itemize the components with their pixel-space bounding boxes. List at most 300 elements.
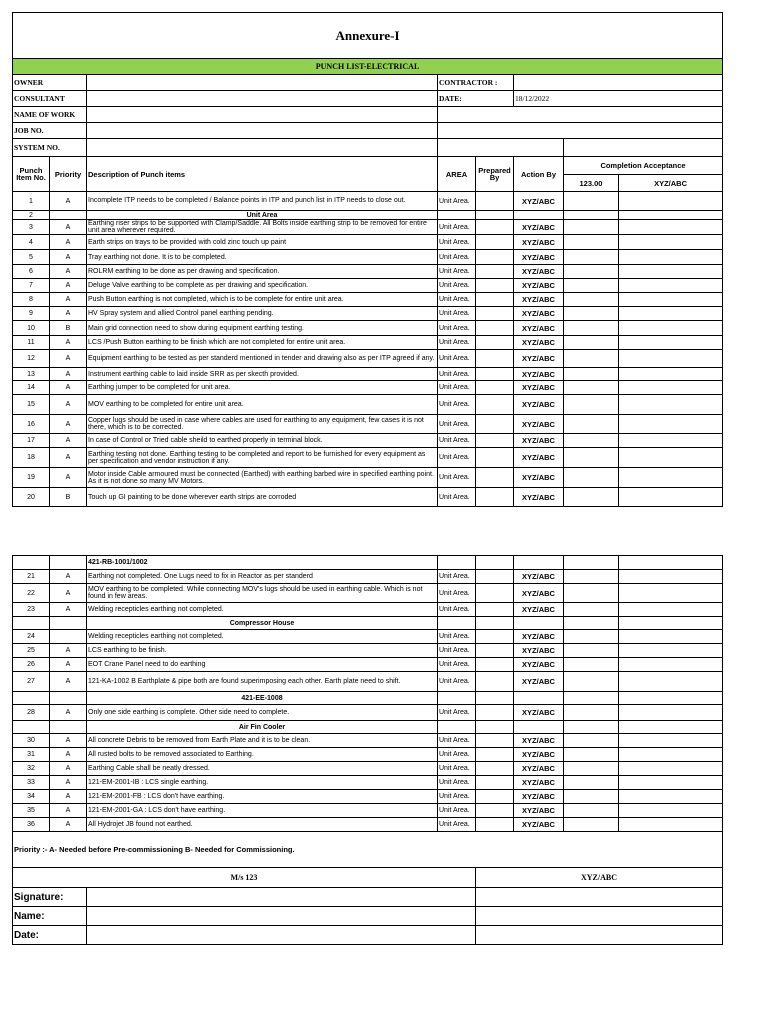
completion-b [619, 211, 723, 220]
priority: A [50, 748, 87, 762]
date-field-right [476, 926, 723, 945]
col-header-completion: Completion Acceptance [564, 157, 723, 175]
table-row [13, 603, 723, 617]
item-no: 15 [13, 395, 50, 415]
action-by: XYZ/ABC [514, 705, 564, 721]
col-header-priority: Priority [50, 157, 87, 192]
description: Earthing Cable shall be neatly dressed. [87, 762, 438, 776]
prepared-by [476, 692, 514, 705]
area: Unit Area. [438, 468, 476, 488]
item-no: 5 [13, 250, 50, 265]
area: Unit Area. [438, 293, 476, 307]
description: Instrument earthing cable to laid inside SRR as per skecth provided. [87, 368, 438, 381]
priority [50, 692, 87, 705]
action-by: XYZ/ABC [514, 235, 564, 250]
table-row [13, 790, 723, 804]
prepared-by [476, 250, 514, 265]
action-by: XYZ/ABC [514, 321, 564, 336]
action-by: XYZ/ABC [514, 488, 564, 507]
owner-value [87, 75, 438, 91]
system-no-extra [438, 139, 564, 157]
action-by [514, 556, 564, 570]
completion-sub-b: XYZ/ABC [619, 175, 723, 192]
priority: A [50, 658, 87, 672]
action-by: XYZ/ABC [514, 468, 564, 488]
description: Welding recepticles earthing not completed. [87, 630, 438, 644]
area: Unit Area. [438, 415, 476, 434]
description: Tray earthing not done. It is to be completed. [87, 250, 438, 265]
table-row [13, 250, 723, 265]
area: Unit Area. [438, 368, 476, 381]
prepared-by [476, 350, 514, 368]
item-no: 14 [13, 381, 50, 395]
table-row [13, 350, 723, 368]
description: All rusted bolts to be removed associated to Earthing. [87, 748, 438, 762]
completion-a [564, 705, 619, 721]
item-no: 28 [13, 705, 50, 721]
item-no: 24 [13, 630, 50, 644]
item-no: 26 [13, 658, 50, 672]
priority: A [50, 235, 87, 250]
prepared-by [476, 192, 514, 211]
action-by: XYZ/ABC [514, 584, 564, 603]
completion-b [619, 603, 723, 617]
item-no: 8 [13, 293, 50, 307]
prepared-by [476, 818, 514, 832]
item-no: 30 [13, 734, 50, 748]
area: Unit Area. [438, 705, 476, 721]
priority: A [50, 368, 87, 381]
prepared-by [476, 776, 514, 790]
area: Unit Area. [438, 235, 476, 250]
prepared-by [476, 790, 514, 804]
completion-b [619, 705, 723, 721]
table-row [13, 818, 723, 832]
priority: A [50, 603, 87, 617]
priority: A [50, 762, 87, 776]
action-by: XYZ/ABC [514, 672, 564, 692]
completion-a [564, 818, 619, 832]
table-row [13, 672, 723, 692]
item-no: 9 [13, 307, 50, 321]
area: Unit Area. [438, 265, 476, 279]
completion-a [564, 672, 619, 692]
action-by: XYZ/ABC [514, 818, 564, 832]
action-by: XYZ/ABC [514, 804, 564, 818]
action-by: XYZ/ABC [514, 368, 564, 381]
completion-a [564, 570, 619, 584]
priority [50, 721, 87, 734]
completion-a [564, 762, 619, 776]
table-row [13, 644, 723, 658]
area: Unit Area. [438, 250, 476, 265]
completion-a [564, 468, 619, 488]
priority: A [50, 279, 87, 293]
item-no: 11 [13, 336, 50, 350]
completion-b [619, 220, 723, 235]
priority: A [50, 250, 87, 265]
completion-b [619, 192, 723, 211]
area: Unit Area. [438, 658, 476, 672]
completion-a [564, 748, 619, 762]
action-by: XYZ/ABC [514, 762, 564, 776]
item-no: 18 [13, 448, 50, 468]
name-field-left [87, 907, 476, 926]
prepared-by [476, 762, 514, 776]
item-no: 13 [13, 368, 50, 381]
area: Unit Area. [438, 350, 476, 368]
completion-b [619, 265, 723, 279]
prepared-by [476, 321, 514, 336]
completion-a [564, 617, 619, 630]
table-row [13, 721, 723, 734]
action-by [514, 692, 564, 705]
description: ROLRM earthing to be done as per drawing and specification. [87, 265, 438, 279]
completion-b [619, 672, 723, 692]
item-no: 23 [13, 603, 50, 617]
item-no: 7 [13, 279, 50, 293]
table-row [13, 279, 723, 293]
table-row [13, 734, 723, 748]
prepared-by [476, 307, 514, 321]
item-no [13, 721, 50, 734]
completion-b [619, 734, 723, 748]
action-by: XYZ/ABC [514, 415, 564, 434]
action-by: XYZ/ABC [514, 250, 564, 265]
table-row [13, 381, 723, 395]
contractor-label: CONTRACTOR : [438, 75, 514, 91]
priority: A [50, 468, 87, 488]
area: Unit Area. [438, 395, 476, 415]
item-no: 22 [13, 584, 50, 603]
prepared-by [476, 395, 514, 415]
table-row [13, 692, 723, 705]
table-row [13, 448, 723, 468]
section-heading: 421-EE-1008 [87, 692, 438, 705]
completion-b [619, 321, 723, 336]
description: Deluge Valve earthing to be complete as per drawing and specification. [87, 279, 438, 293]
area: Unit Area. [438, 818, 476, 832]
completion-a [564, 692, 619, 705]
completion-sub-a: 123.00 [564, 175, 619, 192]
description: Main grid connection need to show during equipment earthing testing. [87, 321, 438, 336]
prepared-by [476, 488, 514, 507]
completion-b [619, 617, 723, 630]
completion-a [564, 776, 619, 790]
table-row [13, 307, 723, 321]
action-by [514, 211, 564, 220]
priority: A [50, 434, 87, 448]
prepared-by [476, 630, 514, 644]
prepared-by [476, 672, 514, 692]
prepared-by [476, 617, 514, 630]
completion-a [564, 630, 619, 644]
description: Motor inside Cable armoured must be connected (Earthed) with earthing barbed wire in specified earthing point. As it is not done so many MV Motors. [87, 468, 438, 488]
priority: B [50, 488, 87, 507]
item-no: 16 [13, 415, 50, 434]
prepared-by [476, 211, 514, 220]
completion-b [619, 570, 723, 584]
action-by: XYZ/ABC [514, 279, 564, 293]
completion-b [619, 790, 723, 804]
table-row [13, 488, 723, 507]
description: Incomplete ITP needs to be completed / Balance points in ITP and punch list in ITP needs to close out. [87, 192, 438, 211]
area: Unit Area. [438, 336, 476, 350]
completion-a [564, 336, 619, 350]
description: MOV earthing to be completed for entire unit area. [87, 395, 438, 415]
item-no: 1 [13, 192, 50, 211]
consultant-value [87, 91, 438, 107]
prepared-by [476, 265, 514, 279]
completion-b [619, 804, 723, 818]
area: Unit Area. [438, 776, 476, 790]
completion-a [564, 434, 619, 448]
description: In case of Control or Tried cable sheild to earthed properly in terminal block. [87, 434, 438, 448]
prepared-by [476, 336, 514, 350]
action-by: XYZ/ABC [514, 734, 564, 748]
signature-field-left [87, 888, 476, 907]
completion-a [564, 192, 619, 211]
item-no [13, 692, 50, 705]
completion-b [619, 336, 723, 350]
completion-a [564, 734, 619, 748]
description: Earth strips on trays to be provided with cold zinc touch up paint [87, 235, 438, 250]
action-by: XYZ/ABC [514, 776, 564, 790]
party-label: XYZ/ABC [476, 868, 723, 888]
area: Unit Area. [438, 488, 476, 507]
completion-b [619, 818, 723, 832]
job-no-extra [438, 123, 723, 139]
table-row [13, 762, 723, 776]
area [438, 721, 476, 734]
completion-a [564, 448, 619, 468]
description: Earthing riser strips to be supported with Clamp/Saddle. All Bolts inside earthing strip to be removed for entire unit area wherever required. [87, 220, 438, 235]
area: Unit Area. [438, 448, 476, 468]
prepared-by [476, 705, 514, 721]
completion-a [564, 721, 619, 734]
table-row [13, 776, 723, 790]
punch-list-table-bottom [12, 555, 723, 945]
area: Unit Area. [438, 748, 476, 762]
priority: A [50, 584, 87, 603]
action-by: XYZ/ABC [514, 790, 564, 804]
action-by [514, 617, 564, 630]
ms-label: M/s 123 [13, 868, 476, 888]
completion-a [564, 488, 619, 507]
action-by: XYZ/ABC [514, 265, 564, 279]
prepared-by [476, 721, 514, 734]
area: Unit Area. [438, 279, 476, 293]
completion-b [619, 307, 723, 321]
action-by: XYZ/ABC [514, 220, 564, 235]
date-value: 18/12/2022 [514, 91, 723, 107]
prepared-by [476, 415, 514, 434]
table-row [13, 321, 723, 336]
name-label: Name: [13, 907, 87, 926]
completion-a [564, 293, 619, 307]
area: Unit Area. [438, 381, 476, 395]
table-row [13, 211, 723, 220]
completion-b [619, 415, 723, 434]
area: Unit Area. [438, 804, 476, 818]
completion-a [564, 211, 619, 220]
item-no: 34 [13, 790, 50, 804]
description: Equipment earthing to be tested as per standerd mentioned in tender and drawing also as per ITP agreed if any. [87, 350, 438, 368]
area: Unit Area. [438, 192, 476, 211]
completion-b [619, 395, 723, 415]
description: 121-EM-2001-GA : LCS don't have earthing. [87, 804, 438, 818]
col-header-prepared-by: Prepared By [476, 157, 514, 192]
item-no [13, 556, 50, 570]
action-by: XYZ/ABC [514, 192, 564, 211]
completion-b [619, 293, 723, 307]
completion-b [619, 235, 723, 250]
completion-b [619, 556, 723, 570]
prepared-by [476, 644, 514, 658]
priority: A [50, 790, 87, 804]
area: Unit Area. [438, 762, 476, 776]
signature-label: Signature: [13, 888, 87, 907]
table-row [13, 468, 723, 488]
table-row [13, 584, 723, 603]
priority: A [50, 570, 87, 584]
description: All concrete Debris to be removed from Earth Plate and it is to be clean. [87, 734, 438, 748]
page-title: Annexure-I [13, 13, 723, 59]
col-header-description: Description of Punch items [87, 157, 438, 192]
prepared-by [476, 556, 514, 570]
table-row [13, 658, 723, 672]
signature-field-right [476, 888, 723, 907]
area: Unit Area. [438, 321, 476, 336]
priority [50, 630, 87, 644]
completion-b [619, 468, 723, 488]
completion-b [619, 250, 723, 265]
action-by: XYZ/ABC [514, 603, 564, 617]
prepared-by [476, 434, 514, 448]
description: Touch up GI painting to be done wherever earth strips are corroded [87, 488, 438, 507]
completion-a [564, 381, 619, 395]
completion-a [564, 556, 619, 570]
description: Push Button earthing is not completed, which is to be complete for entire unit area. [87, 293, 438, 307]
completion-a [564, 265, 619, 279]
table-row [13, 570, 723, 584]
col-header-item-no: Punch Item No. [13, 157, 50, 192]
priority: A [50, 307, 87, 321]
completion-a [564, 220, 619, 235]
action-by: XYZ/ABC [514, 644, 564, 658]
action-by: XYZ/ABC [514, 570, 564, 584]
col-header-area: AREA [438, 157, 476, 192]
item-no: 21 [13, 570, 50, 584]
completion-a [564, 321, 619, 336]
description: Earthing testing not done. Earthing testing to be completed and report to be furnished for every equipment as per specification and vendor instruction if any. [87, 448, 438, 468]
completion-a [564, 603, 619, 617]
completion-a [564, 658, 619, 672]
description: 121-KA-1002 B Earthplate & pipe both are found superimposing each other. Earth plate need to shift. [87, 672, 438, 692]
item-no: 31 [13, 748, 50, 762]
table-row [13, 617, 723, 630]
name-of-work-extra [438, 107, 723, 123]
completion-b [619, 762, 723, 776]
job-no-label: JOB NO. [13, 123, 87, 139]
completion-a [564, 368, 619, 381]
priority: A [50, 734, 87, 748]
system-no-label: SYSTEM NO. [13, 139, 87, 157]
area [438, 211, 476, 220]
table-row [13, 368, 723, 381]
item-no: 33 [13, 776, 50, 790]
action-by [514, 721, 564, 734]
completion-b [619, 721, 723, 734]
prepared-by [476, 279, 514, 293]
priority [50, 556, 87, 570]
prepared-by [476, 804, 514, 818]
priority: A [50, 265, 87, 279]
area: Unit Area. [438, 790, 476, 804]
table-row [13, 630, 723, 644]
completion-a [564, 235, 619, 250]
owner-label: OWNER [13, 75, 87, 91]
table-row [13, 336, 723, 350]
area: Unit Area. [438, 630, 476, 644]
action-by: XYZ/ABC [514, 748, 564, 762]
table-row [13, 192, 723, 211]
item-no: 17 [13, 434, 50, 448]
prepared-by [476, 381, 514, 395]
item-no: 2 [13, 211, 50, 220]
table-row [13, 705, 723, 721]
action-by: XYZ/ABC [514, 658, 564, 672]
completion-b [619, 350, 723, 368]
table-row [13, 220, 723, 235]
area: Unit Area. [438, 570, 476, 584]
system-no-value [87, 139, 438, 157]
contractor-value [514, 75, 723, 91]
prepared-by [476, 368, 514, 381]
area [438, 692, 476, 705]
completion-a [564, 790, 619, 804]
prepared-by [476, 584, 514, 603]
priority: A [50, 192, 87, 211]
date-label: DATE: [438, 91, 514, 107]
priority: A [50, 672, 87, 692]
table-row [13, 748, 723, 762]
completion-b [619, 630, 723, 644]
item-no: 36 [13, 818, 50, 832]
description: HV Spray system and allied Control panel earthing pending. [87, 307, 438, 321]
completion-b [619, 434, 723, 448]
description: Earthing jumper to be completed for unit area. [87, 381, 438, 395]
prepared-by [476, 220, 514, 235]
table-row [13, 293, 723, 307]
action-by: XYZ/ABC [514, 395, 564, 415]
completion-a [564, 307, 619, 321]
completion-a [564, 804, 619, 818]
date-field-left [87, 926, 476, 945]
completion-b [619, 776, 723, 790]
priority: A [50, 818, 87, 832]
completion-b [619, 368, 723, 381]
priority: A [50, 336, 87, 350]
section-title: PUNCH LIST-ELECTRICAL [13, 59, 723, 75]
completion-b [619, 748, 723, 762]
priority: A [50, 350, 87, 368]
area: Unit Area. [438, 307, 476, 321]
description: 421-RB-1001/1002 [87, 556, 438, 570]
completion-b [619, 692, 723, 705]
completion-b [619, 584, 723, 603]
priority [50, 617, 87, 630]
